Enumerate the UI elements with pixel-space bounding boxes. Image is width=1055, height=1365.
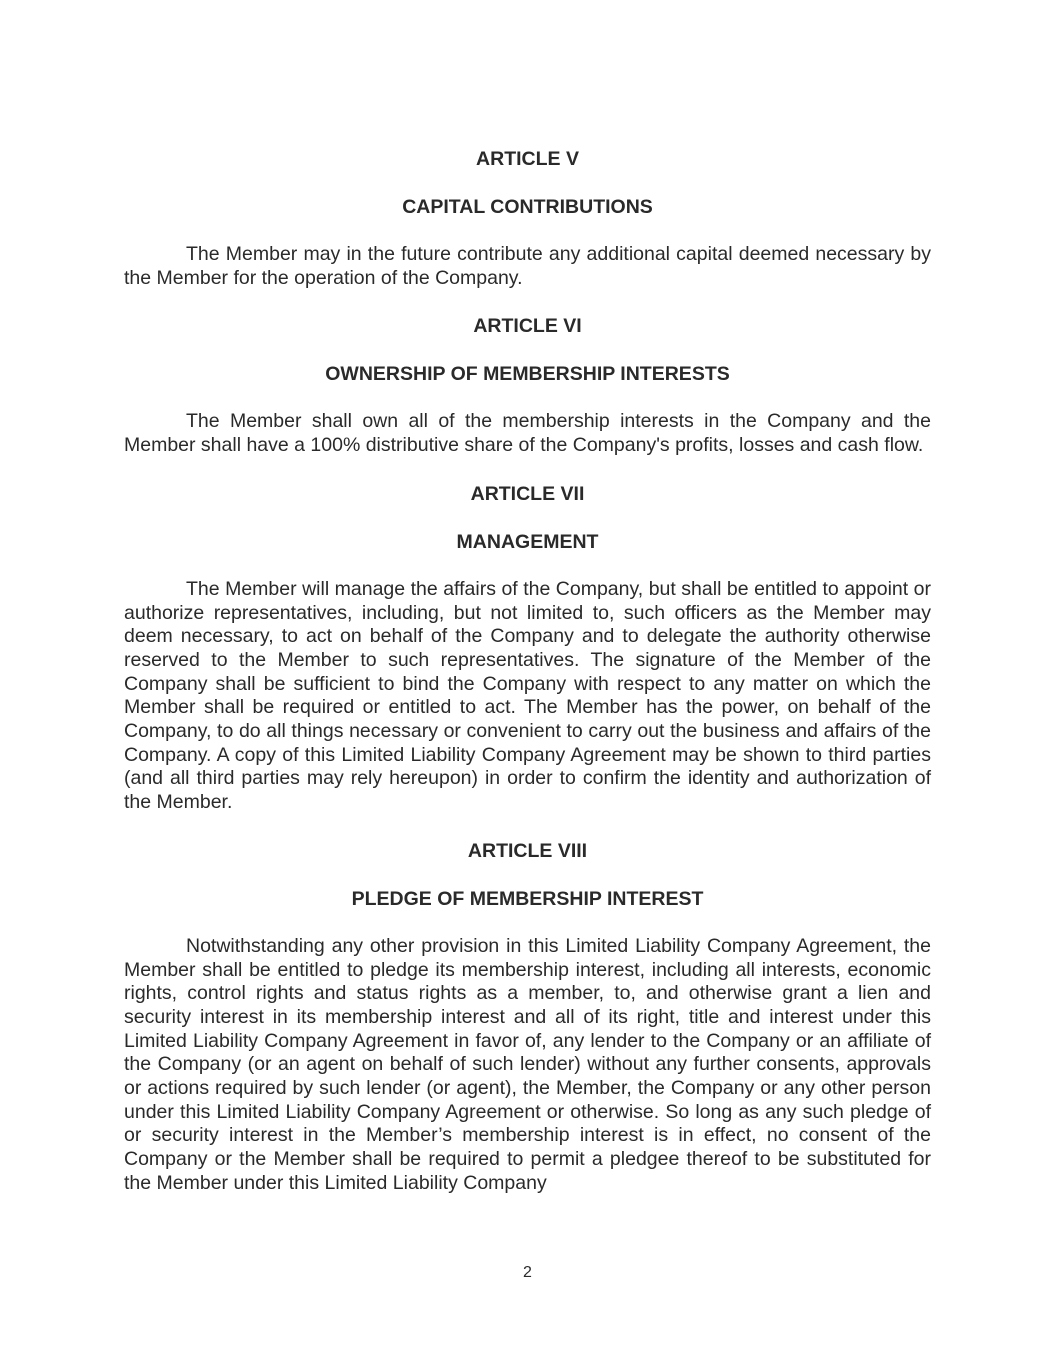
article-number: ARTICLE VII xyxy=(470,482,585,505)
article-title: MANAGEMENT xyxy=(456,530,599,553)
article-vi xyxy=(124,314,931,457)
article-number: ARTICLE VIII xyxy=(467,839,588,862)
page-number: 2 xyxy=(523,1264,532,1281)
document-page xyxy=(124,147,931,1220)
article-viii xyxy=(124,839,931,1196)
article-paragraph: The Member shall own all of the membership interests in the Company and the Member shall have a 100% distributive share of the Company's profits, losses and cash flow. xyxy=(124,410,931,457)
article-title: PLEDGE OF MEMBERSHIP INTEREST xyxy=(351,887,704,910)
article-paragraph: Notwithstanding any other provision in this Limited Liability Company Agreement, the Member shall be entitled to pledge its membership interest, including all interests, economic rights, control rights and status rights as a member, to, and otherwise grant a lien and security interest in its membership interest and all of its right, title and interest under this Limited Liability Company Agreement in favor of, any lender to the Company or an affiliate of the Company (or an agent on behalf of such lender) without any further consents, approvals or actions required by such lender (or agent), the Member, the Company or any other person under this Limited Liability Company Agreement or otherwise. So long as any such pledge of or security interest in the Member’s membership interest is in effect, no consent of the Company or the Member shall be required to permit a pledgee thereof to be substituted for the Member under this Limited Liability Company xyxy=(124,934,931,1194)
article-vii xyxy=(124,482,931,815)
article-title: CAPITAL CONTRIBUTIONS xyxy=(402,196,653,218)
article-number: ARTICLE VI xyxy=(473,315,582,338)
article-title: OWNERSHIP OF MEMBERSHIP INTERESTS xyxy=(325,363,730,386)
article-number: ARTICLE V xyxy=(476,148,579,170)
article-paragraph: The Member will manage the affairs of the Company, but shall be entitled to appoint or authorize representatives, including, but not limited to, such officers as the Member may deem necessary, to act on behalf of the Company and to delegate the authority otherwise reserved to the Member to such representatives. The signature of the Member of the Company shall be sufficient to bind the Company with respect to any matter on which the Member shall be required or entitled to act. The Member has the power, on behalf of the Company, to do all things necessary or convenient to carry out the business and affairs of the Company. A copy of this Limited Liability Company Agreement may be shown to third parties (and all third parties may rely hereupon) in order to confirm the identity and authorization of the Member. xyxy=(124,577,931,814)
article-paragraph: The Member may in the future contribute any additional capital deemed necessary by the Member for the operation of the Company. xyxy=(124,243,931,289)
article-v xyxy=(124,147,931,290)
